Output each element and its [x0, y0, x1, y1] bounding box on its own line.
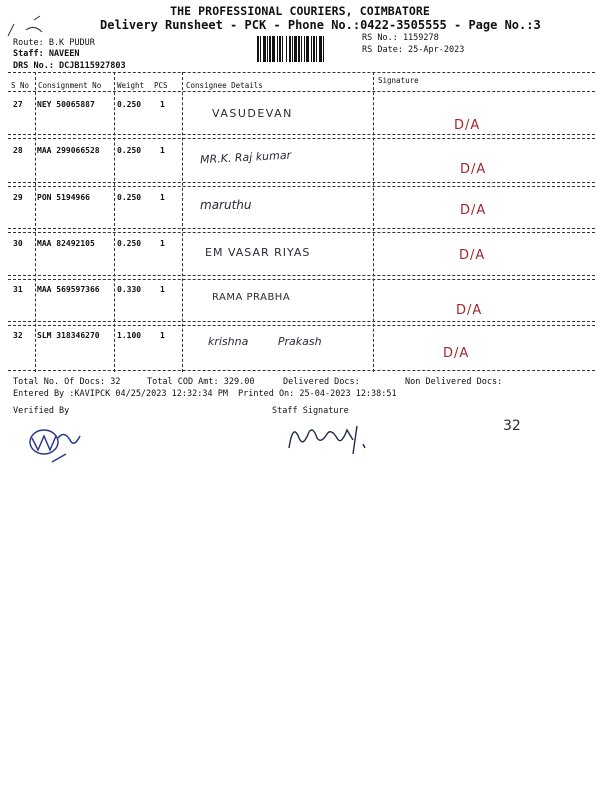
col-header-signature: Signature	[378, 76, 419, 85]
row-sno: 27	[13, 100, 23, 109]
rs-date: RS Date: 25-Apr-2023	[362, 45, 465, 55]
row-signature-da: D/A	[443, 346, 470, 361]
col-header-consignee: Consignee Details	[186, 81, 263, 90]
row-divider	[8, 232, 595, 233]
row-weight: 0.250	[117, 146, 142, 155]
row-divider	[8, 321, 595, 322]
col-divider	[182, 72, 183, 372]
row-signature-da: D/A	[460, 203, 487, 218]
staff-label: Staff: NAVEEN	[13, 49, 80, 59]
row-divider	[8, 228, 595, 229]
col-header-sno: S No	[11, 81, 30, 90]
row-sno: 31	[13, 285, 23, 294]
barcode-image	[257, 36, 357, 62]
table-bottom-border	[8, 370, 595, 371]
printed-on: Printed On: 25-04-2023 12:38:51	[238, 389, 397, 399]
staff-signature-icon	[283, 418, 393, 462]
row-consignee-handwritten: RAMA PRABHA	[212, 292, 291, 303]
col-divider	[114, 72, 115, 372]
col-header-consignment: Consignment No	[38, 81, 102, 90]
row-consignee-handwritten: VASUDEVAN	[212, 107, 293, 120]
row-consignment-no: NEY 50065887	[37, 100, 95, 109]
row-divider	[8, 134, 595, 135]
table-header-border	[8, 91, 595, 92]
row-pcs: 1	[160, 193, 165, 202]
row-pcs: 1	[160, 146, 165, 155]
row-sno: 29	[13, 193, 23, 202]
row-signature-da: D/A	[454, 118, 481, 133]
route-label: Route: B.K PUDUR	[13, 38, 95, 48]
drs-number: DRS No.: DCJB115927803	[13, 61, 126, 71]
rs-number: RS No.: 1159278	[362, 33, 439, 43]
row-pcs: 1	[160, 239, 165, 248]
row-weight: 0.250	[117, 239, 142, 248]
page-note-handwritten: 32	[503, 418, 521, 434]
row-consignee-handwritten: EM VASAR RIYAS	[205, 246, 311, 259]
total-cod-amount: Total COD Amt: 329.00	[147, 377, 255, 387]
delivered-docs: Delivered Docs:	[283, 377, 360, 387]
row-signature-da: D/A	[460, 162, 487, 177]
entered-by: Entered By :KAVIPCK 04/25/2023 12:32:34 PM	[13, 389, 228, 399]
row-weight: 0.330	[117, 285, 142, 294]
col-divider	[373, 72, 374, 372]
row-pcs: 1	[160, 100, 165, 109]
row-divider	[8, 275, 595, 276]
row-signature-da: D/A	[459, 248, 486, 263]
row-pcs: 1	[160, 331, 165, 340]
col-divider	[35, 72, 36, 372]
row-divider	[8, 325, 595, 326]
row-consignment-no: MAA 569597366	[37, 285, 100, 294]
row-consignee-handwritten: maruthu	[200, 198, 252, 212]
row-sno: 30	[13, 239, 23, 248]
runsheet-subtitle: Delivery Runsheet - PCK - Phone No.:0422-3505555 - Page No.:3	[100, 18, 541, 32]
row-divider	[8, 182, 595, 183]
verified-signature-icon	[22, 420, 92, 474]
staff-signature-label: Staff Signature	[272, 406, 349, 416]
row-consignment-no: SLM 318346270	[37, 331, 100, 340]
row-consignment-no: MAA 82492105	[37, 239, 95, 248]
row-sno: 28	[13, 146, 23, 155]
row-consignment-no: MAA 299066528	[37, 146, 100, 155]
row-consignment-no: PON 5194966	[37, 193, 90, 202]
row-divider	[8, 186, 595, 187]
non-delivered-docs: Non Delivered Docs:	[405, 377, 503, 387]
row-weight: 0.250	[117, 193, 142, 202]
row-divider	[8, 279, 595, 280]
table-top-border	[8, 72, 595, 73]
col-header-weight: Weight	[117, 81, 145, 90]
company-title: THE PROFESSIONAL COURIERS, COIMBATORE	[170, 4, 430, 18]
row-divider	[8, 138, 595, 139]
row-consignee-handwritten: krishna Prakash	[208, 335, 322, 348]
row-weight: 0.250	[117, 100, 142, 109]
row-pcs: 1	[160, 285, 165, 294]
row-weight: 1.100	[117, 331, 142, 340]
verified-by-label: Verified By	[13, 406, 70, 416]
row-consignee-handwritten: MR.K. Raj kumar	[199, 148, 292, 167]
row-sno: 32	[13, 331, 23, 340]
col-header-pcs: PCS	[154, 81, 168, 90]
total-docs: Total No. Of Docs: 32	[13, 377, 121, 387]
row-signature-da: D/A	[456, 303, 483, 318]
